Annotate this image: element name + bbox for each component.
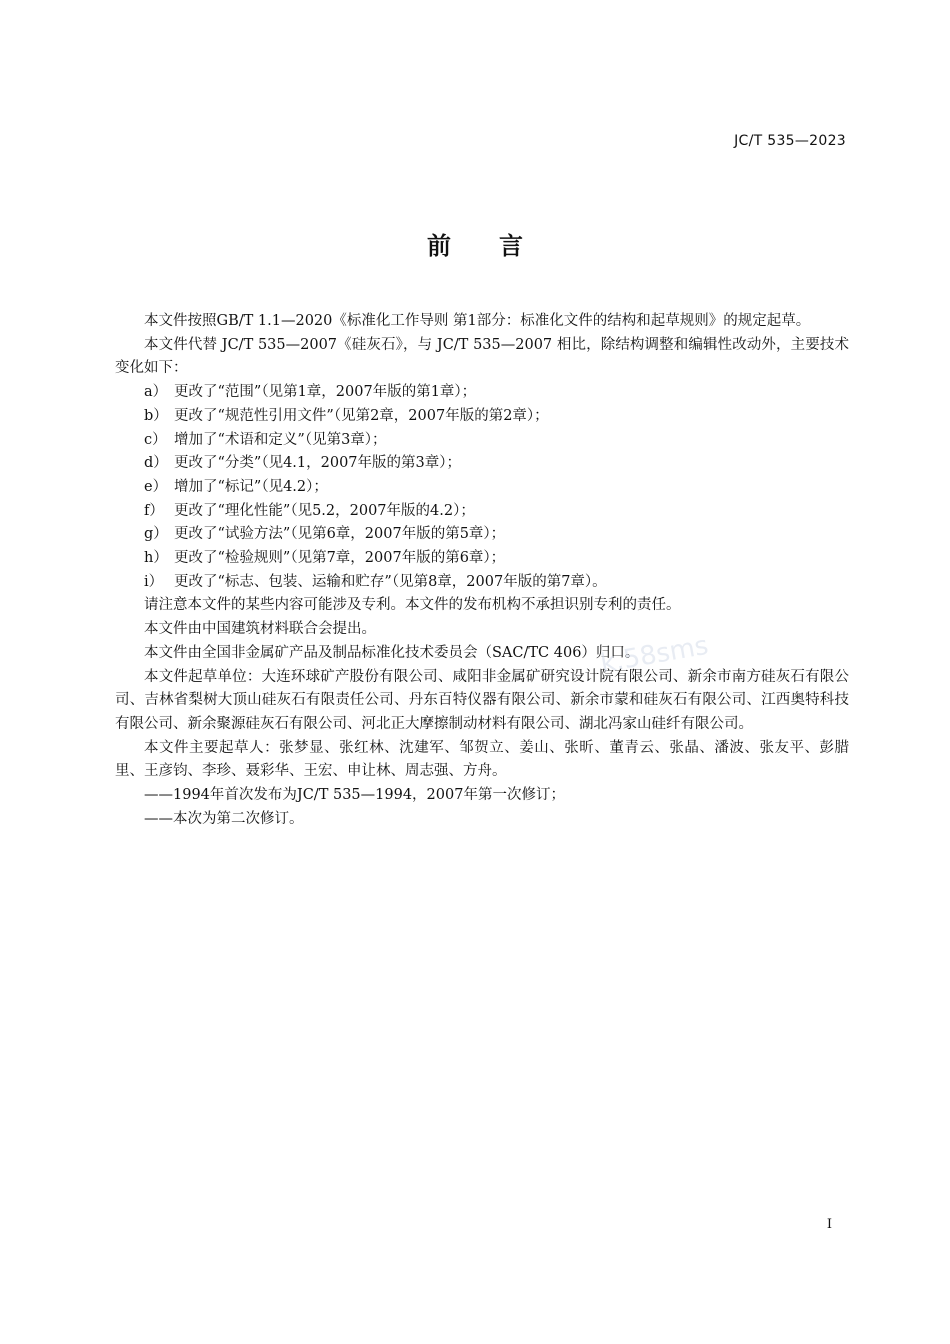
paragraph: 本文件主要起草人：张梦显、张红林、沈建军、邹贺立、姜山、张昕、董青云、张晶、潘波、张友平、彭腊里、王彦钧、李珍、聂彩华、王宏、申让林、周志强、方舟。 — [115, 739, 849, 780]
paragraph: 本文件由全国非金属矿产品及制品标准化技术委员会（SAC/TC 406）归口。 — [144, 644, 640, 661]
list-item — [115, 523, 849, 547]
list-item — [115, 405, 849, 429]
list-item-text: 更改了“规范性引用文件”（见第2章，2007年版的第2章）； — [174, 407, 549, 424]
list-item-text: 增加了“术语和定义”（见第3章）； — [174, 431, 387, 448]
list-item — [115, 381, 849, 405]
list-item-label: b） — [144, 407, 168, 424]
list-item-text: 更改了“试验方法”（见第6章，2007年版的第5章）； — [174, 526, 506, 543]
foreword-body — [115, 310, 849, 831]
list-item — [115, 500, 849, 524]
list-item — [115, 476, 849, 500]
list-item-text: 增加了“标记”（见4.2）； — [174, 478, 328, 495]
list-item — [115, 571, 849, 595]
list-item-text: 更改了“检验规则”（见第7章，2007年版的第6章）； — [174, 550, 506, 567]
standard-code: JC/T 535—2023 — [734, 133, 846, 149]
list-item — [115, 547, 849, 571]
list-item-label: e） — [144, 478, 168, 495]
page-title: 前言 — [427, 232, 571, 260]
paragraph: ——本次为第二次修订。 — [144, 810, 304, 827]
list-item — [115, 452, 849, 476]
list-item-text: 更改了“分类”（见4.1，2007年版的第3章）； — [174, 455, 462, 472]
watermark: k.58sms — [598, 630, 711, 680]
list-item-text: 更改了“理化性能”（见5.2，2007年版的4.2）； — [174, 502, 475, 519]
list-item — [115, 429, 849, 453]
list-item-text: 更改了“范围”（见第1章，2007年版的第1章）； — [174, 384, 477, 401]
paragraph: 本文件按照GB/T 1.1—2020《标准化工作导则 第1部分：标准化文件的结构和起草规则》的规定起草。 — [144, 313, 811, 329]
paragraph: 本文件代替 JC/T 535—2007《硅灰石》，与 JC/T 535—2007 相比，除结构调整和编辑性改动外，主要技术变化如下： — [115, 336, 849, 377]
list-item-label: g） — [144, 526, 168, 543]
list-item-label: f） — [144, 502, 164, 519]
list-item-label: c） — [144, 431, 167, 448]
paragraph: 请注意本文件的某些内容可能涉及专利。本文件的发布机构不承担识别专利的责任。 — [144, 597, 681, 614]
list-item-label: h） — [144, 550, 168, 567]
paragraph: 本文件起草单位：大连环球矿产股份有限公司、咸阳非金属矿研究设计院有限公司、新余市南方硅灰石有限公司、吉林省梨树大顶山硅灰石有限责任公司、丹东百特仪器有限公司、新余市蒙和硅灰石有限公司、江西奥特科技有限公司、新余聚源硅灰石有限公司、河北正大摩擦制动材料有限公司、湖北冯家山硅纤有限公司。 — [115, 668, 849, 732]
list-item-label: a） — [144, 384, 168, 401]
paragraph: 本文件由中国建筑材料联合会提出。 — [144, 621, 376, 638]
page-number: I — [826, 1217, 832, 1232]
list-item-label: d） — [144, 455, 168, 472]
paragraph: ——1994年首次发布为JC/T 535—1994，2007年第一次修订； — [144, 787, 565, 804]
list-item-text: 更改了“标志、包装、运输和贮存”（见第8章，2007年版的第7章）。 — [174, 573, 607, 590]
list-item-label: i） — [144, 573, 164, 590]
